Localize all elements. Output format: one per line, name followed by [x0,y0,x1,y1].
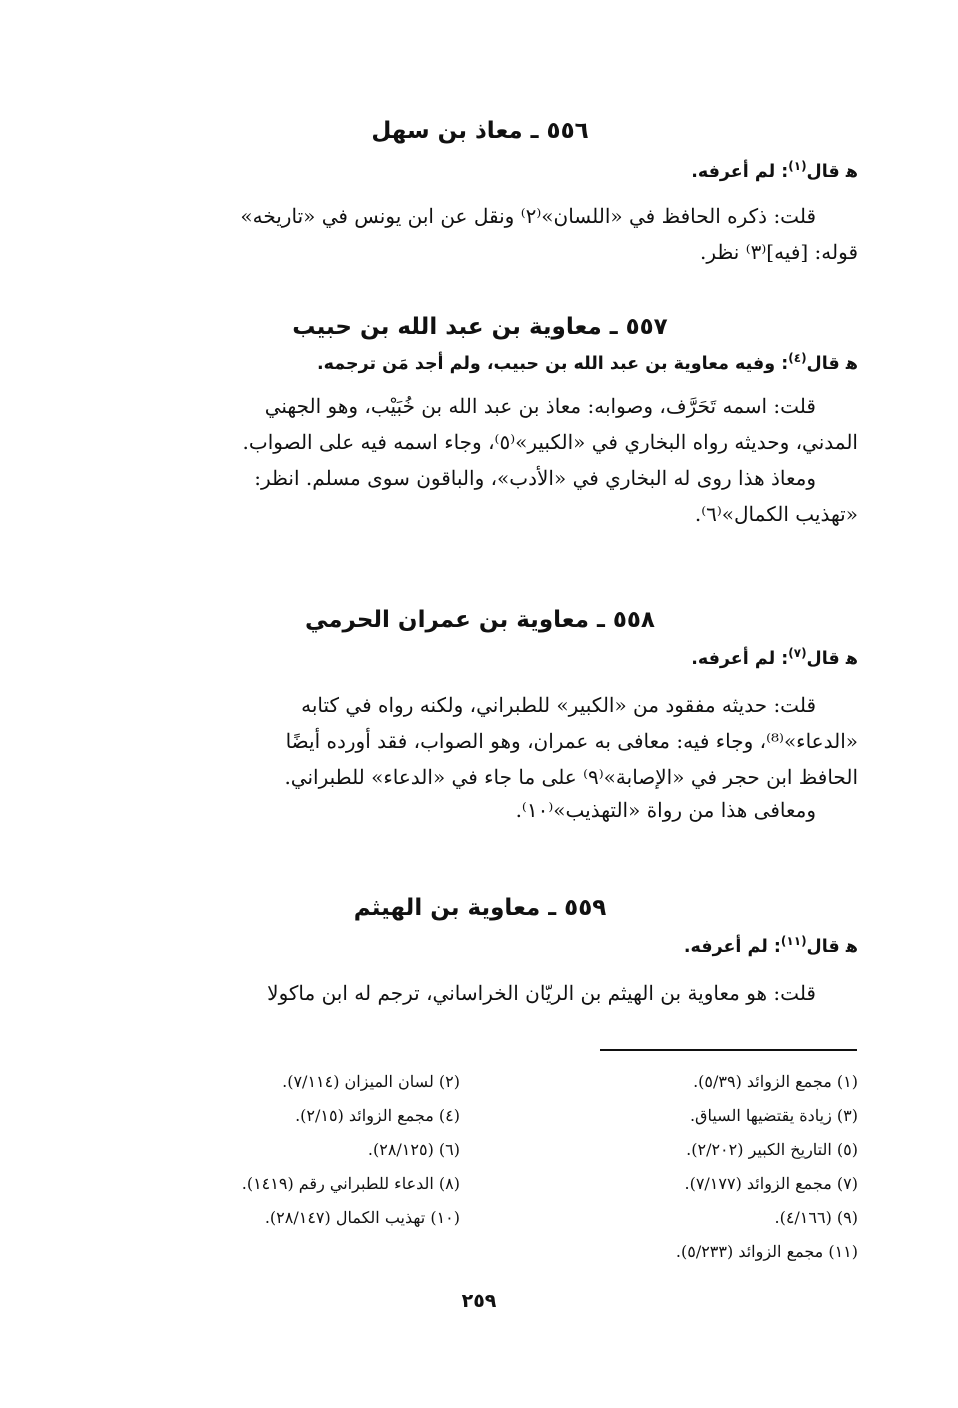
footnote-ref: (١١) [780,934,807,949]
qal-label: ﻫ قال [806,162,858,182]
qal-line [102,158,858,186]
footnote: (٣) زيادة يقتضيها السياق. [689,1106,858,1125]
page-number: ٢٥٩ [461,1290,497,1312]
footnote-ref: (٧) [788,646,807,661]
footnote: (٥) التاريخ الكبير (٢/٢٠٢). [686,1140,858,1159]
footnote-ref: (٤) [788,351,807,366]
qal-label: ﻫ قال [806,354,858,374]
paragraph-line: قلت: هو معاوية بن الهيثم بن الريّان الخراساني، ترجم له ابن ماكولا [267,981,816,1005]
footnote-ref: (١) [788,159,807,174]
entry-557 [102,312,858,532]
qal-label: ﻫ قال [806,937,858,957]
qal-line [102,645,858,673]
entry-title: ٥٥٨ ـ معاوية بن عمران الحرمي [305,607,655,633]
paragraph-line: المدني، وحديثه رواه البخاري في «الكبير»⁽٥⁾، وجاء اسمه فيه على الصواب. [242,430,858,454]
entry-558 [102,605,858,825]
footnote: (٨) الدعاء للطبراني رقم (١٤١٩). [241,1174,460,1193]
footnote: (٢) لسان الميزان (٧/١١٤). [282,1072,460,1091]
qal-label: ﻫ قال [806,649,858,669]
paragraph-line: «الدعاء»⁽⁸⁾، وجاء فيه: معافى به عمران، وهو الصواب، فقد أورده أيضًا [285,729,858,753]
paragraph-line: الحافظ ابن حجر في «الإصابة»⁽٩⁾ على ما جاء في «الدعاء» للطبراني. [284,765,858,789]
qal-text: : لم أعرفه. [683,937,781,957]
qal-text: : لم أعرفه. [691,649,789,669]
footnote-separator [600,1049,857,1051]
footnote: (١٠) تهذيب الكمال (٢٨/١٤٧). [264,1208,460,1227]
paragraph-line: ومعاذ هذا روى له البخاري في «الأدب»، والباقون سوى مسلم. انظر: [254,466,816,490]
qal-line [102,933,858,961]
entry-title: ٥٥٩ ـ معاوية بن الهيثم [353,895,607,921]
footnote: (٧) مجمع الزوائد (٧/١٧٧). [684,1174,858,1193]
footnote: (٦) (٢٨/١٢٥). [367,1140,460,1159]
entry-556 [102,116,858,270]
paragraph-line: ومعافى هذا من رواة «التهذيب»⁽١٠⁾. [515,798,816,822]
footnote: (١) مجمع الزوائد (٥/٣٩). [693,1072,858,1091]
paragraph-line: قلت: حديثه مفقود من «الكبير» للطبراني، ولكنه رواه في كتابه [301,693,816,717]
entry-title: ٥٥٧ ـ معاوية بن عبد الله بن حبيب [292,314,668,340]
qal-line [102,350,858,378]
entry-559 [102,893,858,1011]
paragraph-line: قلت: اسمه تَحَرَّف، وصوابه: معاذ بن عبد الله بن خُبَيْب، وهو الجهني [264,394,816,418]
footnote: (١١) مجمع الزوائد (٥/٢٣٣). [675,1242,858,1261]
paragraph-line: قلت: ذكره الحافظ في «اللسان»⁽٢⁾ ونقل عن ابن يونس في «تاريخه» [240,204,816,228]
entry-title: ٥٥٦ ـ معاذ بن سهل [371,118,589,144]
footnotes-left-column [242,1065,460,1235]
footnotes-right-column [676,1065,858,1269]
footnote: (٤) مجمع الزوائد (٢/١٥). [295,1106,460,1125]
paragraph-line: «تهذيب الكمال»⁽٦⁾. [694,502,858,526]
qal-text: : وفيه معاوية بن عبد الله بن حبيب، ولم أجد مَن ترجمه. [317,354,789,374]
paragraph-line: قوله: [فيه]⁽٣⁾ نظر. [699,240,858,264]
footnote: (٩) (٤/١٦٦). [774,1208,858,1227]
qal-text: : لم أعرفه. [691,162,789,182]
